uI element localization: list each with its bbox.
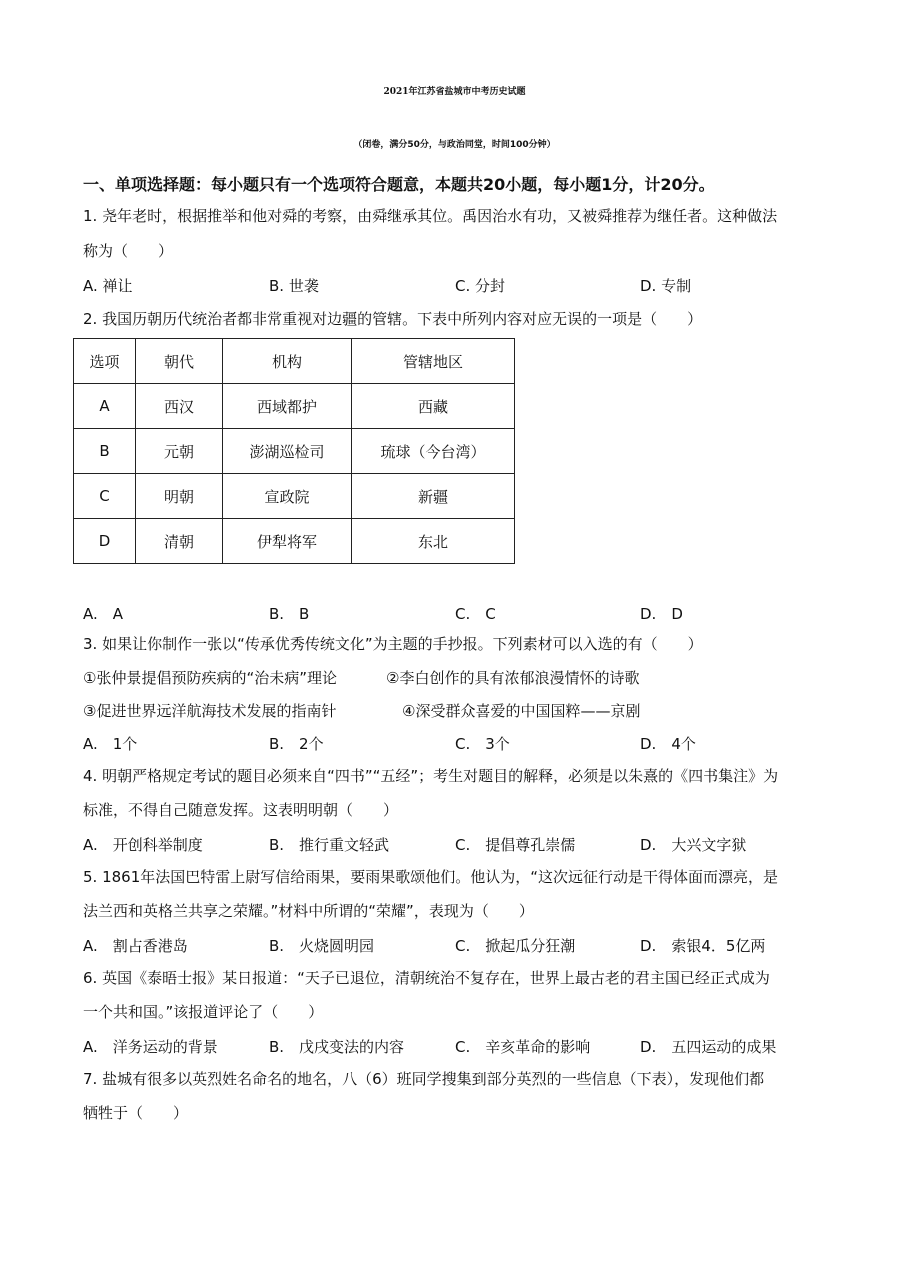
table-row: [74, 384, 515, 429]
question-3-option-d: D. 4个: [640, 735, 696, 753]
question-3-line-1: 3. 如果让你制作一张以“传承优秀传统文化”为主题的手抄报。下列素材可以入选的有（ ）: [83, 635, 703, 653]
question-7-line-2: 牺牲于（ ）: [83, 1104, 189, 1122]
question-2-option-c: C. C: [455, 605, 496, 623]
question-2-option-a: A. A: [83, 605, 124, 623]
question-5-line-1: 5. 1861年法国巴特雷上尉写信给雨果，要雨果歌颂他们。他认为，“这次远征行动是干得体面而漂亮，是: [83, 868, 779, 886]
table-cell: 清朝: [136, 519, 223, 564]
question-1-line-1: 1. 尧年老时，根据推举和他对舜的考察，由舜继承其位。禹因治水有功，又被舜推荐为继任者。这种做法: [83, 207, 778, 225]
table-cell: A: [74, 384, 136, 429]
question-1-option-c: C. 分封: [455, 277, 506, 295]
table-header-cell: 朝代: [136, 339, 223, 384]
page-title: 2021年江苏省盐城市中考历史试题: [383, 87, 526, 97]
question-6-option-a: A. 洋务运动的背景: [83, 1038, 218, 1056]
table-row: [74, 474, 515, 519]
question-5-option-d: D. 索银4．5亿两: [640, 937, 766, 955]
table-cell: 西域都护: [223, 384, 352, 429]
question-3-item-4: ④深受群众喜爱的中国国粹——京剧: [402, 702, 641, 720]
question-6-line-1: 6. 英国《泰晤士报》某日报道：“天子已退位，清朝统治不复存在，世界上最古老的君主国已经正式成为: [83, 969, 770, 987]
table-cell: 东北: [352, 519, 515, 564]
question-7-line-1: 7. 盐城有很多以英烈姓名命名的地名，八（6）班同学搜集到部分英烈的一些信息（下表），发现他们都: [83, 1070, 765, 1088]
question-3-option-a: A. 1个: [83, 735, 138, 753]
table-row: [74, 519, 515, 564]
question-1-option-d: D. 专制: [640, 277, 692, 295]
question-6-option-d: D. 五四运动的成果: [640, 1038, 777, 1056]
question-3-item-3: ③促进世界远洋航海技术发展的指南针: [83, 702, 337, 720]
table-cell: 西藏: [352, 384, 515, 429]
table-cell: 元朝: [136, 429, 223, 474]
table-header-cell: 选项: [74, 339, 136, 384]
table-row: [74, 429, 515, 474]
question-2-option-d: D. D: [640, 605, 683, 623]
section-heading: 一、单项选择题：每小题只有一个选项符合题意，本题共20小题，每小题1分，计20分。: [83, 175, 715, 194]
table-header-cell: 机构: [223, 339, 352, 384]
question-3-option-b: B. 2个: [269, 735, 324, 753]
table-cell: 明朝: [136, 474, 223, 519]
question-4-line-1: 4. 明朝严格规定考试的题目必须来自“四书”“五经”；考生对题目的解释，必须是以朱熹的《四书集注》为: [83, 767, 779, 785]
table-cell: D: [74, 519, 136, 564]
table-header-cell: 管辖地区: [352, 339, 515, 384]
table-cell: C: [74, 474, 136, 519]
table-cell: B: [74, 429, 136, 474]
exam-subtitle: （闭卷，满分50分，与政治同堂，时间100分钟）: [353, 140, 556, 150]
question-5-option-b: B. 火烧圆明园: [269, 937, 375, 955]
question-3-option-c: C. 3个: [455, 735, 510, 753]
question-6-option-b: B. 戊戌变法的内容: [269, 1038, 405, 1056]
question-4-line-2: 标准，不得自己随意发挥。这表明明朝（ ）: [83, 801, 399, 819]
table-cell: 伊犁将军: [223, 519, 352, 564]
question-1-option-b: B. 世袭: [269, 277, 319, 295]
table-cell: 琉球（今台湾）: [352, 429, 515, 474]
question-4-option-b: B. 推行重文轻武: [269, 836, 390, 854]
table-cell: 澎湖巡检司: [223, 429, 352, 474]
question-3-item-2: ②李白创作的具有浓郁浪漫情怀的诗歌: [386, 669, 640, 687]
question-1-option-a: A. 禅让: [83, 277, 133, 295]
table-cell: 宣政院: [223, 474, 352, 519]
question-2-line-1: 2. 我国历朝历代统治者都非常重视对边疆的管辖。下表中所列内容对应无误的一项是（ ）: [83, 310, 703, 328]
question-3-item-1: ①张仲景提倡预防疾病的“治未病”理论: [83, 669, 337, 687]
question-5-line-2: 法兰西和英格兰共享之荣耀。”材料中所谓的“荣耀”，表现为（ ）: [83, 902, 534, 920]
question-5-option-a: A. 割占香港岛: [83, 937, 188, 955]
question-2-table: [73, 338, 515, 564]
question-6-line-2: 一个共和国。”该报道评论了（ ）: [83, 1003, 324, 1021]
question-4-option-d: D. 大兴文字狱: [640, 836, 747, 854]
question-1-line-2: 称为（ ）: [83, 242, 174, 260]
table-header-row: [74, 339, 515, 384]
table-cell: 西汉: [136, 384, 223, 429]
question-4-option-a: A. 开创科举制度: [83, 836, 203, 854]
question-5-option-c: C. 掀起瓜分狂潮: [455, 937, 576, 955]
question-2-option-b: B. B: [269, 605, 310, 623]
question-6-option-c: C. 辛亥革命的影响: [455, 1038, 591, 1056]
question-4-option-c: C. 提倡尊孔崇儒: [455, 836, 576, 854]
table-cell: 新疆: [352, 474, 515, 519]
